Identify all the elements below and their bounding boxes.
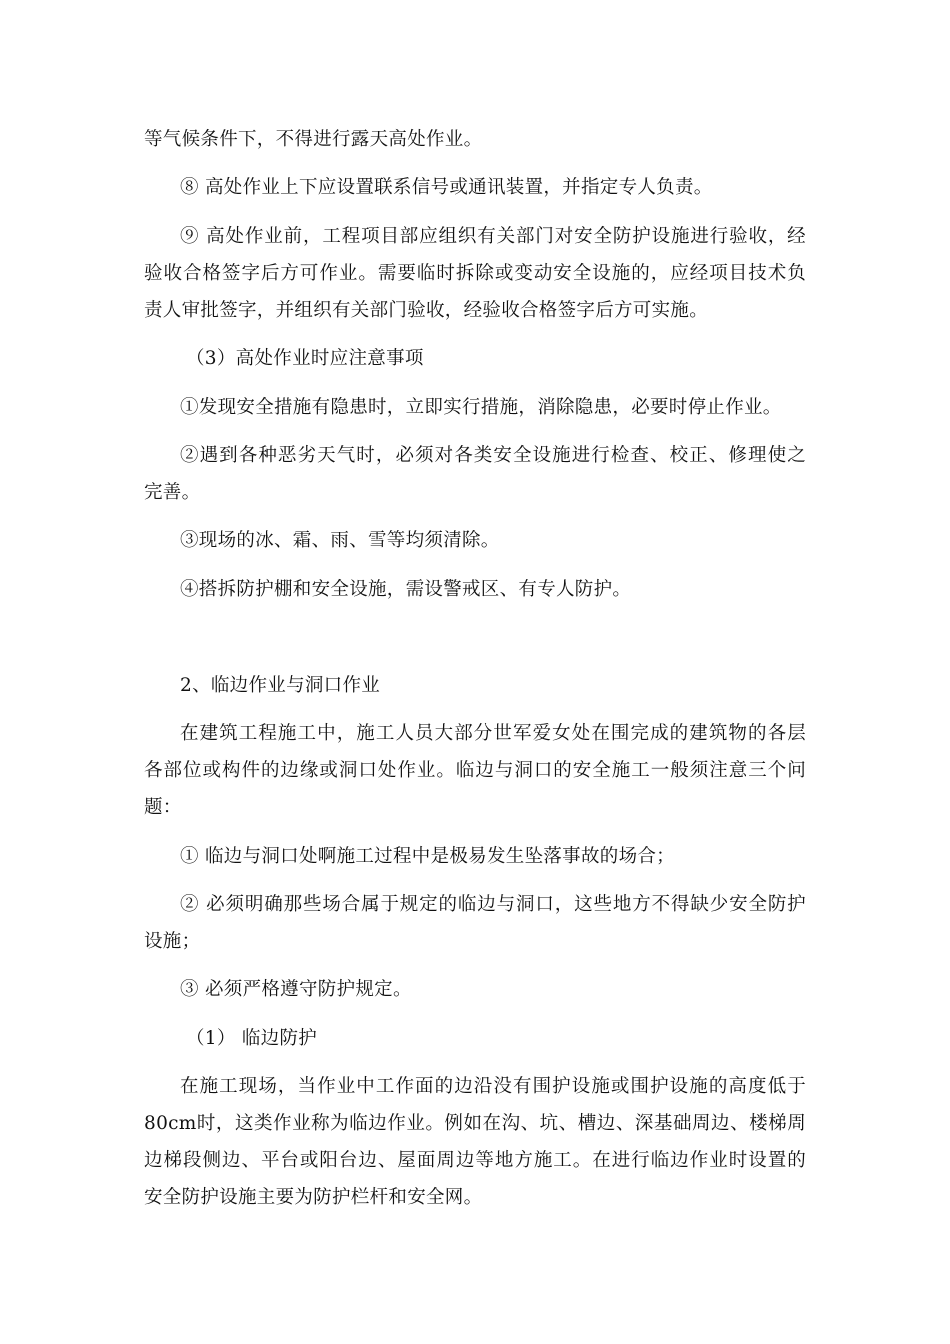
paragraph-weather-condition: 等气候条件下，不得进行露天高处作业。 (144, 129, 483, 150)
note-2-weather-line-2: 完善。 (144, 482, 201, 503)
point-2-define-areas-line-1: ② 必须明确那些场合属于规定的临边与洞口，这些地方不得缺少安全防护 (180, 894, 806, 915)
intro-paragraph-line-3: 题： (144, 797, 182, 818)
item-9-acceptance-line-2: 验收合格签字后方可作业。需要临时拆除或变动安全设施的，应经项目技术负 (144, 263, 806, 284)
point-1-edge-hazard: ① 临边与洞口处啊施工过程中是极易发生坠落事故的场合； (180, 846, 675, 867)
intro-paragraph-line-1: 在建筑工程施工中，施工人员大部分世军爱女处在围完成的建筑物的各层 (180, 723, 806, 744)
section-3-heading: （3）高处作业时应注意事项 (186, 348, 424, 369)
note-4-warning-zone: ④搭拆防护棚和安全设施，需设警戒区、有专人防护。 (180, 579, 632, 600)
edge-protection-line-2: 80cm时，这类作业称为临边作业。例如在沟、坑、槽边、深基础周边、楼梯周 (144, 1113, 806, 1134)
section-2-heading: 2、临边作业与洞口作业 (180, 675, 381, 696)
item-9-acceptance-line-1: ⑨ 高处作业前，工程项目部应组织有关部门对安全防护设施进行验收，经 (180, 226, 806, 247)
item-9-acceptance-line-3: 责人审批签字，并组织有关部门验收，经验收合格签字后方可实施。 (144, 300, 709, 321)
point-3-follow-rules: ③ 必须严格遵守防护规定。 (180, 979, 412, 1000)
edge-protection-line-1: 在施工现场，当作业中工作面的边沿没有围护设施或围护设施的高度低于 (180, 1076, 806, 1097)
point-2-define-areas-line-2: 设施； (144, 931, 201, 952)
item-8-signal-device: ⑧ 高处作业上下应设置联系信号或通讯装置，并指定专人负责。 (180, 177, 713, 198)
note-1-hazard: ①发现安全措施有隐患时，立即实行措施，消除隐患，必要时停止作业。 (180, 397, 782, 418)
edge-protection-line-3: 边梯段侧边、平台或阳台边、屋面周边等地方施工。在进行临边作业时设置的 (144, 1150, 806, 1171)
note-2-weather-line-1: ②遇到各种恶劣天气时，必须对各类安全设施进行检查、校正、修理使之 (180, 445, 806, 466)
intro-paragraph-line-2: 各部位或构件的边缘或洞口处作业。临边与洞口的安全施工一般须注意三个问 (144, 760, 806, 781)
edge-protection-line-4: 安全防护设施主要为防护栏杆和安全网。 (144, 1187, 483, 1208)
subsection-1-heading: （1） 临边防护 (186, 1028, 318, 1049)
note-3-clearing: ③现场的冰、霜、雨、雪等均须清除。 (180, 530, 500, 551)
